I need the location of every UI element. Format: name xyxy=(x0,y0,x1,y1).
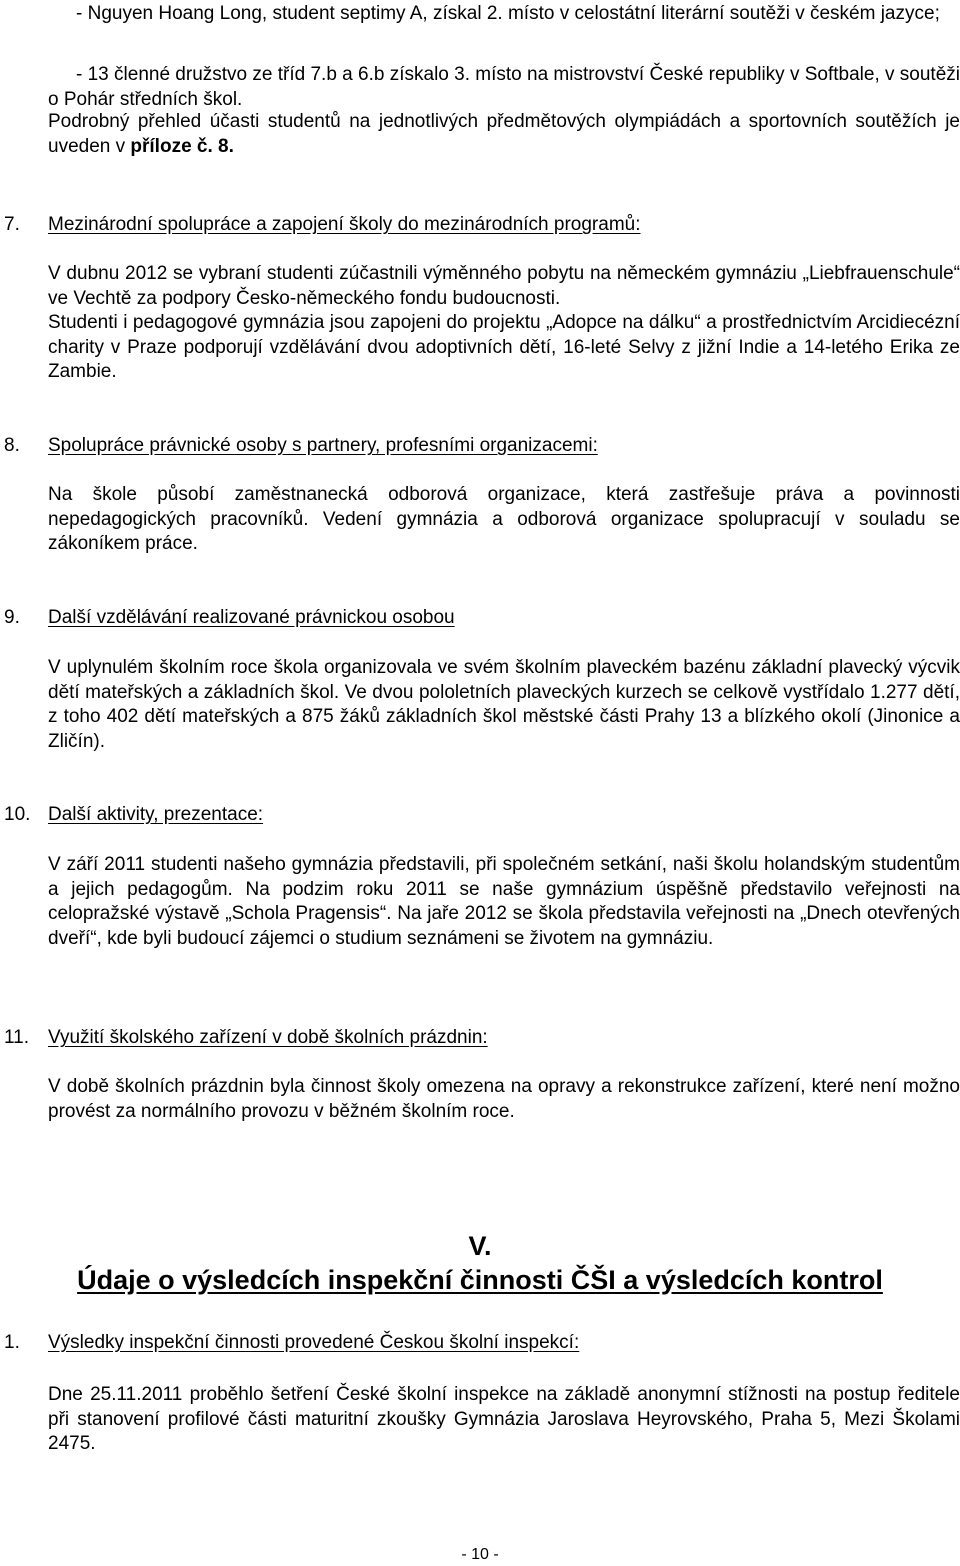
page-number: - 10 - xyxy=(461,1546,499,1563)
section-7-number: 7. xyxy=(4,214,20,235)
section-10-heading: Další aktivity, prezentace: xyxy=(48,804,264,825)
section-10-number: 10. xyxy=(4,804,31,825)
subsection-1-paragraph: Dne 25.11.2011 proběhlo šetření České školní inspekce na základě anonymní stížnosti na postup ředitele při stanovení profilové části maturitní zkoušky Gymnázia Jaroslava Heyrovského, Praha 5, Mezi Školami 2475. xyxy=(48,1384,960,1454)
attachment-reference: příloze č. 8. xyxy=(130,135,234,157)
section-11-number: 11. xyxy=(4,1027,30,1048)
section-11-heading: Využití školského zařízení v době školních prázdnin: xyxy=(48,1027,488,1048)
chapter-title-text: Údaje o výsledcích inspekční činnosti ČŠI a výsledcích kontrol xyxy=(77,1265,883,1295)
intro-item-literature: - Nguyen Hoang Long, student septimy A, získal 2. místo v celostátní literární soutěži v českém jazyce; xyxy=(76,3,940,24)
chapter-title xyxy=(0,1264,960,1296)
chapter-roman-numeral: V. xyxy=(468,1231,492,1261)
subsection-1-heading: Výsledky inspekční činnosti provedené Českou školní inspekcí: xyxy=(48,1332,580,1353)
section-8-number: 8. xyxy=(4,435,20,456)
section-10-paragraph: V září 2011 studenti našeho gymnázia představili, při společném setkání, naši školu holandským studentům a jejich pedagogům. Na podzim roku 2011 se naše gymnázium úspěšně představilo veřejnosti na celopražské výstavě „Schola Pragensis“. Na jaře 2012 se škola představila veřejnosti na „Dnech otevřených dveří“, kde byli budoucí zájemci o studium seznámeni se životem na gymnáziu. xyxy=(48,854,960,949)
section-9-paragraph: V uplynulém školním roce škola organizovala ve svém školním plaveckém bazénu základní plavecký výcvik dětí mateřských a základních škol. Ve dvou pololetních plaveckých kurzech se celkově vystřídalo 1.277 dětí, z toho 402 dětí mateřských a 875 žáků základních škol městské části Prahy 13 a blízkého okolí (Jinonice a Zličín). xyxy=(48,657,960,752)
section-8-paragraph: Na škole působí zaměstnanecká odborová organizace, která zastřešuje práva a povinnosti nepedagogických pracovníků. Vedení gymnázia a odborová organizace spolupracují v souladu se zákoníkem práce. xyxy=(48,484,960,554)
section-7-paragraph-2: Studenti i pedagogové gymnázia jsou zapojeni do projektu „Adopce na dálku“ a prostřednictvím Arcidiecézní charity v Praze podporují vzdělávání dvou adoptivních dětí, 16-leté Selvy z jižní Indie a 14-letého Erika ze Zambie. xyxy=(48,312,960,382)
intro-overview-text: Podrobný přehled účasti studentů na jednotlivých předmětových olympiádách a sportovních soutěžích je uveden v xyxy=(48,111,960,157)
section-9-number: 9. xyxy=(4,607,20,628)
subsection-1-number: 1. xyxy=(4,1332,20,1353)
intro-overview-paragraph xyxy=(48,110,960,159)
section-11-paragraph: V době školních prázdnin byla činnost školy omezena na opravy a rekonstrukce zařízení, které není možno provést za normálního provozu v běžném školním roce. xyxy=(48,1076,960,1122)
section-7-heading: Mezinárodní spolupráce a zapojení školy do mezinárodních programů: xyxy=(48,214,641,235)
section-9-heading: Další vzdělávání realizované právnickou osobou xyxy=(48,607,455,628)
section-7-paragraph-1: V dubnu 2012 se vybraní studenti zúčastnili výměnného pobytu na německém gymnáziu „Liebfrauenschule“ ve Vechtě za podpory Česko-německého fondu budoucnosti. xyxy=(48,263,960,309)
intro-item-softball: - 13 členné družstvo ze tříd 7.b a 6.b získalo 3. místo na mistrovství České republiky v Softbale, v soutěži o Pohár středních škol. xyxy=(48,64,960,110)
section-8-heading: Spolupráce právnické osoby s partnery, profesními organizacemi: xyxy=(48,435,598,456)
